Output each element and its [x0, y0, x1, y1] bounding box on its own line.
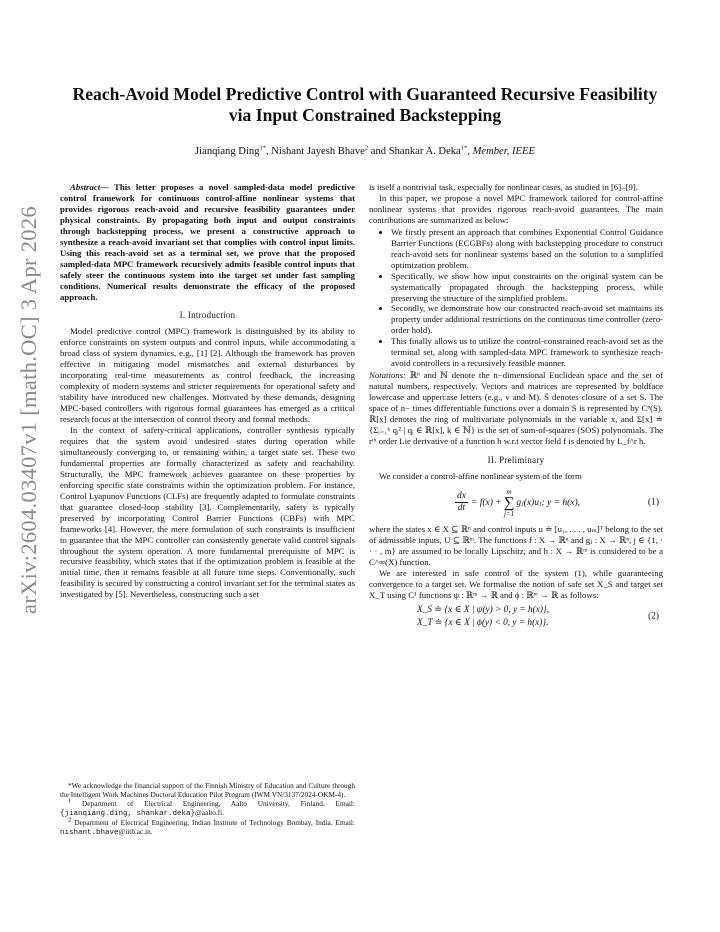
list-item: • Secondly, we demonstrate how our constructed reach-avoid set maintains its property under additional restrictions on the continuous time controller (zero-order hold). — [391, 303, 663, 336]
footnote-affiliation-2: $^2$ Department of Electrical Engineering, Indian Institute of Technology Bombay, India. Email: nishant.bhave@iitb.ac.in. — [60, 816, 355, 837]
list-item: • We firstly present an approach that combines Exponential Control Guidance Barrier Functions (ECGBFs) along with backstepping procedure to construct reach-avoid sets for nonlinear systems based on the solution to a simplified optimization problem. — [391, 227, 663, 271]
email-address: {jianqiang.ding, shankar.deka} — [60, 809, 196, 818]
author-separator: and — [368, 146, 389, 157]
footnote-affiliation-1: $^1$ Department of Electrical Engineering, Aalto University, Finland. Email: {jianqiang.ding, shankar.deka}@aalto.fi. — [60, 797, 355, 818]
equation-2-line-2: X_T ≐ {x ∈ X | ϕ(y) < 0, y = h(x)}. — [417, 618, 549, 629]
prelim-paragraph-1: We consider a control-affine nonlinear system of the form — [379, 470, 582, 481]
notations-label: Notations: — [369, 370, 406, 381]
abstract — [60, 182, 355, 302]
abstract-label: Abstract — [70, 182, 101, 192]
author-1: Jianqiang Ding — [195, 146, 260, 157]
contribution-intro: In this paper, we propose a novel MPC framework tailored for control-affine nonlinear systems that provides rigorous reach-avoid guarantees. The main contributions are summarized as below: — [369, 192, 663, 225]
after-equation-1-text: where the states x ∈ X ⊆ ℝⁿ and control inputs u ≐ [u₁, . . . , uₘ]ᵀ belong to the set of admissible inputs, U ⊆ ℝᵐ. The functions f : X → ℝⁿ and gⱼ : X → ℝⁿ, j ∈ {1, · · · , m} are assumed to be locally Lipschitz, and h : X → ℝᵐ is considered to be a C^∞(X) function. — [369, 523, 663, 567]
contribution-list — [369, 227, 663, 369]
list-item: • Specifically, we show how input constraints on the original system can be systematically propagated through the backstepping process, while preserving the structure of the simplified problem. — [391, 271, 663, 304]
summation — [504, 488, 515, 518]
affiliation-text: Department of Electrical Engineering, Aalto University, Finland. Email: — [82, 798, 355, 808]
author-line — [70, 146, 660, 157]
intro-paragraph-2: In the context of safety-critical applications, controller synthesis typically requires that the system avoid undesired states during operation while simultaneously converging to, or remaining within, a target state set. These two fundamental properties are formally characterized as safety and reachability. Structurally, the MPC framework achieves guarantee on these properties by enforcing specific state constraints within the optimization problem. For instance, Control Lyapunov Functions (CLFs) are frequently adapted to formulate constraints that guarantee closed-loop stability [3]. Complementarily, safety is typically preserved by incorporating Control Barrier Functions (CBFs) with MPC frameworks [4]. However, the mere formulation of such constraints is insufficient to guarantee that the MPC controller can consistently generate valid control signals throughout the system operation. A more fundamental prerequisite of MPC is recursive feasibility, which states that if the optimization problem is feasible at the initial time, then it remains feasible at all future time steps. Conventionally, such feasibility is secured by constructing a control invariant set for the terminal states as investigated by [5]. Nevertheless, constructing such a set — [60, 425, 355, 600]
equation-1 — [369, 488, 663, 518]
arxiv-side-stamp — [14, 130, 44, 690]
abstract-dash: — — [100, 182, 115, 192]
sigma-symbol: ∑ — [503, 494, 515, 511]
author-separator: , — [265, 146, 272, 157]
author-1-affil: 1* — [259, 144, 266, 152]
equation-rhs: gⱼ(x)uⱼ; y = h(x), — [516, 497, 581, 508]
equation-number: (2) — [648, 611, 659, 622]
intro-paragraph-continued: is itself a nontrivial task, especially for nonlinear cases, as studied in [6]–[9]. — [369, 182, 638, 192]
email-domain: @aalto.fi. — [195, 807, 225, 817]
intro-paragraph-1: Model predictive control (MPC) framework is distinguished by its ability to enforce constraints on system outputs and control inputs, while accommodating a broad class of system dynamics, e.g., [1] [2]. Although the framework has proven effective in mitigating model mismatches and external disturbances by incorporating real-time measurements as control feedback, the increasing complexity of modern systems and stricter requirements for operational safety and stability have introduced new challenges. Motivated by these demands, designing MPC-based controllers with rigorous formal guarantees has emerged as a critical research focus at the intersection of control theory and formal methods. — [60, 326, 355, 425]
footnotes — [60, 782, 355, 837]
footnote-funding: *We acknowledge the financial support of the Finnish Ministry of Education and Culture through the Intelligent Work Machines Doctoral Education Pilot Program (IWM VN/3137/2024-OKM-4). — [60, 781, 355, 799]
list-item: • This finally allows us to utilize the control-constrained reach-avoid set as the terminal set, along with sampled-data MPC framework to synthesize reach-avoid controllers in a recursively feasible manner. — [391, 336, 663, 369]
equation-2-line-1: X_S ≐ {x ∈ X | ψ(y) > 0, y = h(x)}, — [417, 605, 550, 616]
email-address: nishant.bhave — [60, 828, 119, 837]
email-domain: @iitb.ac.in. — [118, 826, 153, 836]
safe-set-paragraph: We are interested in safe control of the system (1), while guaranteeing convergence to a target set. We formalise the notion of safe set X_S and target set X_T using C¹ functions ψ : ℝᵐ → ℝ and ϕ : ℝᵐ → ℝ as follows: — [369, 567, 663, 600]
notations-text: ℝⁿ and ℕ denote the n−dimensional Euclidean space and the set of natural numbers, respectively. Vectors and matrices are represented by boldface lowercase and uppercase letters (e.g., v and M). S̄ denotes closure of a set S. The space of n− times differentiable functions over a domain S is represented by Cⁿ(S). ℝ[x] denotes the ring of multivariate polynomials in the variable x, and Σ[x] ≐ {Σᵢ₌₁ᵏ qᵢ² | qᵢ ∈ ℝ[x], k ∈ ℕ} is the set of sum-of-squares (SOS) polynomials. The rᵗʰ order Lie derivative of a function h w.r.t vector field f is denoted by L_f^r h. — [369, 370, 663, 446]
arxiv-id-text: arXiv:2604.03407v1 [math.OC] 3 Apr 2026 — [16, 206, 41, 614]
notations-paragraph — [369, 370, 663, 447]
left-column — [60, 182, 355, 600]
author-3-affil: 1* — [460, 144, 468, 152]
author-3-role: Member, IEEE — [472, 146, 535, 157]
sum-upper: m — [506, 487, 512, 496]
author-2: Nishant Jayesh Bhave — [271, 146, 365, 157]
paper-title: Reach-Avoid Model Predictive Control with Guaranteed Recursive Feasibility via Input Constrained Backstepping — [72, 84, 658, 125]
section-heading-preliminary: II. Preliminary — [487, 454, 545, 465]
author-3: Shankar A. Deka — [388, 146, 461, 157]
equation-fraction — [455, 491, 468, 514]
fraction-denominator: dt — [457, 503, 466, 514]
author-2-affil: 2 — [364, 144, 369, 152]
equation-number: (1) — [647, 497, 659, 508]
abstract-text: This letter proposes a novel sampled-data model predictive control framework for continuous control-affine nonlinear systems that provides rigorous reach-avoid and recursive feasibility guarantees under physical constraints. By propagating both input and output constraints through backstepping process, we present a constructive approach to synthesize a reach-avoid invariant set that complies with control input limits. Using this reach-avoid set as a terminal set, we prove that the proposed sampled-data MPC framework recursively admits feasible control inputs that safely steer the continuous system into the target set under fast sampling conditions. Numerical results demonstrate the efficacy of the proposed approach. — [60, 182, 355, 302]
equation-2 — [369, 604, 663, 630]
affiliation-text: Department of Electrical Engineering, Indian Institute of Technology Bombay, India. Email: — [74, 817, 355, 827]
sum-lower: j=1 — [503, 509, 515, 518]
equation-lhs: = f(x) + — [470, 497, 502, 508]
section-heading-introduction: I. Introduction — [179, 310, 236, 321]
fraction-numerator: dx — [456, 491, 466, 502]
author-separator: , — [467, 146, 473, 157]
right-column — [369, 182, 663, 630]
